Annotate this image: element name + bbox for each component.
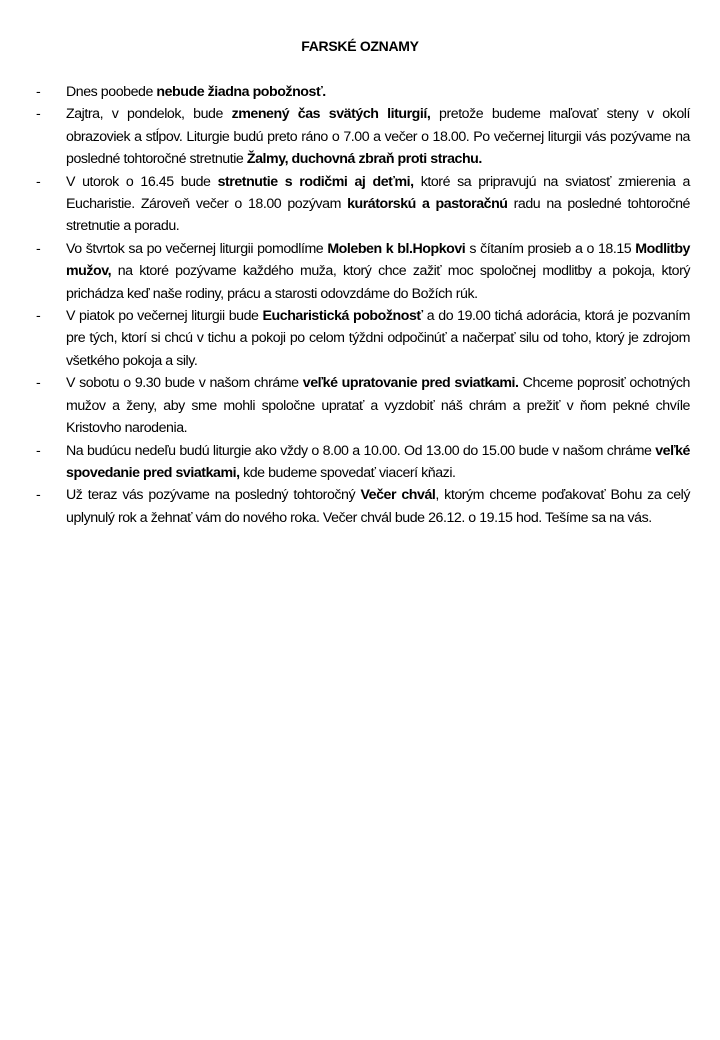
bullet-dash: - (36, 375, 41, 392)
announcement-highlight: Modlitby mužov, (66, 240, 690, 280)
announcement-list (36, 81, 690, 529)
announcement-highlight: Žalmy, duchovná zbraň proti strachu. (246, 151, 482, 168)
bullet-dash: - (36, 173, 41, 190)
announcement-text: Už teraz vás pozývame na posledný tohtoročný (66, 487, 361, 504)
bullet-dash: - (36, 442, 41, 459)
page-title: FARSKÉ OZNAMY (301, 38, 419, 54)
announcement-item (36, 305, 690, 372)
announcement-text: s čítaním prosieb a o 18.15 (465, 240, 636, 257)
bullet-dash: - (36, 106, 41, 123)
announcement-text: Na budúcu nedeľu budú liturgie ako vždy o 8.00 a 10.00. Od 13.00 do 15.00 bude v našom chráme (66, 442, 656, 459)
announcement-item (36, 103, 690, 170)
announcement-highlight: Večer chvál (360, 487, 436, 504)
announcement-highlight: stretnutie s rodičmi aj deťmi, (217, 173, 414, 190)
announcement-text: pretože budeme maľovať steny v okolí obrazoviek a stĺpov. Liturgie budú preto ráno o 7.00 a večer o 18.00. Po večernej liturgii vás pozývame na posledné tohtoročné stretnutie (66, 106, 690, 168)
announcement-text: kde budeme spovedať viacerí kňazi. (239, 464, 456, 481)
announcement-item (36, 484, 690, 529)
announcement-text: radu na posledné tohtoročné stretnutie a poradu. (66, 196, 690, 235)
bullet-dash: - (36, 308, 41, 325)
announcement-item (36, 171, 690, 238)
announcement-text: V sobotu o 9.30 bude v našom chráme (66, 375, 303, 392)
announcement-highlight: Eucharistická pobožnosť (262, 308, 423, 325)
announcement-text: na ktoré pozývame každého muža, ktorý chce zažiť moc spoločnej modlitby a pokoja, ktorý prichádza keď naše rodiny, prácu a starosti odovzdáme do Božích rúk. (66, 263, 690, 302)
announcement-text: Vo štvrtok sa po večernej liturgii pomodlíme (66, 240, 328, 257)
announcement-highlight: zmenený čas svätých liturgií, (231, 106, 431, 123)
announcement-item (36, 238, 690, 305)
announcement-text: Zajtra, v pondelok, bude (66, 106, 232, 123)
bullet-dash: - (36, 487, 41, 504)
announcement-text: ktoré sa pripravujú na sviatosť zmierenia a Eucharistie. Zároveň večer o 18.00 pozývam (66, 173, 690, 213)
announcement-text: Chceme poprosiť ochotných mužov a ženy, aby sme mohli spoločne upratať a vyzdobiť náš chrám a prežiť v ňom pekné chvíle Kristovho narodenia. (66, 375, 691, 437)
announcement-item (36, 440, 690, 485)
announcement-highlight: Moleben k bl.Hopkovi (327, 240, 466, 257)
announcement-highlight: nebude žiadna pobožnosť. (156, 84, 326, 100)
announcement-text: V piatok po večernej liturgii bude (66, 308, 263, 325)
bullet-dash: - (36, 240, 41, 257)
announcement-text: a do 19.00 tichá adorácia, ktorá je pozvaním pre tých, ktorí si chcú v tichu a pokoji po celom týždni odpočinúť a načerpať silu od toho, ktorý je zdrojom všetkého pokoja a sily. (66, 308, 691, 369)
announcement-highlight: kurátorskú a pastoračnú (347, 196, 508, 213)
announcement-highlight: veľké spovedanie pred sviatkami, (66, 442, 690, 481)
announcement-item (36, 372, 690, 439)
announcement-text: V utorok o 16.45 bude (66, 173, 218, 190)
announcement-text: Dnes poobede (66, 84, 157, 100)
bullet-dash: - (36, 84, 41, 100)
announcement-highlight: veľké upratovanie pred sviatkami. (302, 375, 519, 392)
announcement-text: , ktorým chceme poďakovať Bohu za celý uplynulý rok a žehnať vám do nového roka. Večer chvál bude 26.12. o 19.15 hod. Tešíme sa na vás. (66, 487, 690, 526)
announcement-item (36, 81, 690, 103)
